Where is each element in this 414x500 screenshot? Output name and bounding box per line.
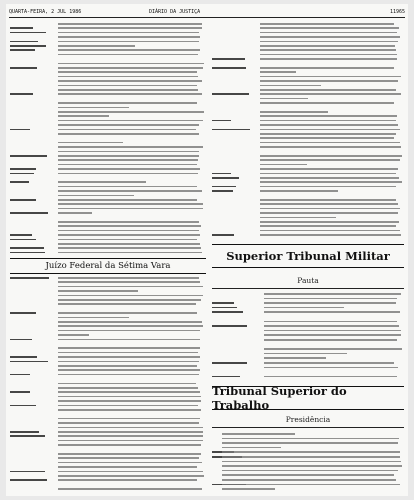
text-line — [58, 208, 203, 210]
text-line — [58, 107, 129, 109]
text-line-label — [212, 307, 237, 309]
text-line — [58, 173, 198, 175]
text-line-label — [10, 168, 36, 170]
text-line — [222, 461, 401, 463]
text-line — [58, 352, 198, 354]
text-line — [58, 45, 135, 47]
text-line — [264, 321, 397, 323]
text-line-label — [10, 93, 33, 95]
text-line — [58, 391, 200, 393]
text-line-label — [10, 234, 32, 236]
court-title-box — [10, 258, 206, 274]
text-line — [58, 168, 200, 170]
text-line — [58, 71, 197, 73]
text-line — [58, 383, 196, 385]
text-line — [260, 164, 307, 166]
text-line — [58, 203, 203, 205]
text-line — [260, 142, 400, 144]
text-line-label — [10, 356, 37, 358]
right-text-block-bottom — [212, 432, 404, 492]
text-line — [58, 67, 203, 69]
text-line — [222, 433, 295, 435]
text-line — [58, 281, 200, 283]
text-line-label — [10, 129, 30, 131]
text-line-label — [10, 479, 47, 481]
text-line — [58, 405, 198, 407]
text-line — [58, 159, 198, 161]
text-line — [58, 427, 203, 429]
text-line-label — [10, 391, 30, 393]
text-line — [264, 348, 402, 350]
document-page — [6, 4, 408, 496]
text-line — [260, 120, 396, 122]
text-line — [260, 146, 401, 148]
text-line — [58, 239, 197, 241]
text-line-label — [10, 32, 46, 34]
text-line — [260, 93, 401, 95]
text-line — [264, 311, 400, 313]
text-line — [58, 374, 199, 376]
text-line — [58, 356, 200, 358]
text-line — [58, 80, 202, 82]
text-line — [58, 321, 202, 323]
text-line — [260, 85, 321, 87]
text-line — [58, 317, 129, 319]
text-line — [58, 400, 201, 402]
text-line-label — [10, 312, 36, 314]
text-line — [58, 488, 202, 490]
stm-section-rule — [212, 288, 404, 289]
tst-section-rule — [212, 427, 404, 428]
text-line — [260, 217, 336, 219]
text-line — [260, 225, 396, 227]
header-date: QUARTA-FEIRA, 2 JUL 1986 — [9, 9, 82, 15]
text-line-label — [212, 177, 239, 179]
text-line — [58, 93, 202, 95]
text-line — [58, 195, 134, 197]
text-line — [222, 451, 400, 453]
text-line — [260, 115, 397, 117]
text-line — [260, 58, 397, 60]
text-line — [260, 137, 394, 139]
text-line-label — [10, 181, 29, 183]
stm-title-box — [212, 244, 404, 268]
text-line — [264, 330, 401, 332]
text-line — [260, 155, 402, 157]
text-line-label — [10, 45, 46, 47]
text-line — [58, 453, 201, 455]
text-line-label — [10, 67, 37, 69]
text-line — [58, 142, 123, 144]
text-line-label — [212, 129, 250, 131]
text-line — [58, 234, 200, 236]
text-line — [264, 307, 344, 309]
text-line — [260, 80, 398, 82]
text-line — [58, 312, 197, 314]
text-line — [58, 199, 197, 201]
text-line-label — [10, 471, 45, 473]
text-line — [260, 133, 396, 135]
text-line-label — [212, 58, 245, 60]
text-line — [58, 129, 196, 131]
text-line-label — [10, 277, 49, 279]
text-line — [260, 208, 400, 210]
text-line — [264, 367, 398, 369]
text-line-label — [212, 362, 247, 364]
text-line — [260, 173, 396, 175]
text-line — [58, 277, 199, 279]
text-line-label — [212, 120, 231, 122]
text-line — [264, 334, 401, 336]
text-line — [260, 76, 401, 78]
text-line-label — [10, 405, 36, 407]
text-line — [58, 295, 203, 297]
text-line — [58, 471, 203, 473]
text-line — [58, 252, 202, 254]
text-line — [58, 155, 199, 157]
text-line — [58, 299, 201, 301]
text-line-label — [212, 190, 233, 192]
text-line — [58, 303, 196, 305]
text-line-label — [212, 67, 246, 69]
text-line — [222, 447, 281, 449]
text-line — [58, 422, 199, 424]
page-header — [9, 7, 405, 18]
text-line — [58, 32, 199, 34]
text-line — [58, 76, 198, 78]
text-line — [58, 230, 199, 232]
text-line — [260, 212, 398, 214]
text-line — [58, 190, 202, 192]
text-line — [222, 442, 398, 444]
text-line — [222, 465, 402, 467]
text-line — [58, 85, 197, 87]
text-line — [58, 111, 204, 113]
text-line-label — [212, 376, 240, 378]
text-line — [264, 325, 399, 327]
header-publication-title: DIÁRIO DA JUSTIÇA — [149, 9, 201, 15]
text-line — [222, 479, 396, 481]
text-line — [58, 369, 200, 371]
text-line — [264, 376, 397, 378]
text-line — [58, 124, 199, 126]
text-line — [58, 330, 200, 332]
text-line-label — [10, 212, 48, 214]
text-line-label — [10, 27, 33, 29]
text-line — [260, 190, 338, 192]
text-line — [58, 49, 200, 51]
right-text-block-middle — [212, 292, 404, 382]
text-line — [260, 98, 308, 100]
text-line-label — [212, 311, 243, 313]
text-line — [58, 89, 198, 91]
text-line — [264, 357, 326, 359]
text-line — [58, 286, 203, 288]
text-line — [58, 365, 197, 367]
text-line — [58, 387, 198, 389]
left-column — [10, 22, 206, 492]
text-line — [58, 361, 199, 363]
text-line — [260, 159, 400, 161]
text-line — [58, 133, 199, 135]
text-line — [222, 474, 394, 476]
text-line — [58, 339, 200, 341]
text-line-label — [10, 49, 35, 51]
text-line-label — [10, 361, 48, 363]
text-line — [260, 221, 399, 223]
text-line — [260, 124, 398, 126]
text-line-label — [10, 431, 39, 433]
text-line — [260, 32, 397, 34]
text-line — [58, 440, 203, 442]
left-text-block-top — [10, 22, 206, 254]
text-line — [222, 470, 398, 472]
tst-section-title: Presidência — [285, 415, 331, 424]
text-line — [260, 199, 396, 201]
text-line-label — [10, 173, 34, 175]
text-line-label — [212, 325, 247, 327]
text-line — [222, 456, 400, 458]
text-line — [58, 334, 89, 336]
text-line — [58, 243, 200, 245]
text-line — [58, 23, 202, 25]
text-line — [58, 27, 202, 29]
text-line-label — [212, 93, 249, 95]
text-line-label — [212, 302, 234, 304]
tst-title: Tribunal Superior do Trabalho — [212, 384, 347, 412]
text-line — [264, 362, 394, 364]
text-line — [264, 339, 397, 341]
text-line — [58, 63, 204, 65]
stm-section-title: Pauta — [297, 276, 319, 285]
text-line — [58, 462, 202, 464]
right-text-block-top — [212, 22, 404, 238]
text-line — [58, 435, 203, 437]
text-line — [264, 298, 397, 300]
left-text-block-bottom — [10, 276, 206, 492]
text-line — [58, 151, 199, 153]
header-page-number: 11965 — [389, 9, 405, 15]
text-line — [222, 438, 399, 440]
text-line — [260, 41, 398, 43]
text-line-label — [10, 239, 36, 241]
text-line-label — [10, 339, 32, 341]
text-line — [58, 396, 201, 398]
text-line — [260, 177, 399, 179]
text-line — [58, 444, 201, 446]
text-line — [58, 225, 201, 227]
text-line — [260, 54, 397, 56]
text-line — [58, 431, 203, 433]
text-line — [58, 221, 199, 223]
text-line — [58, 247, 201, 249]
text-line — [260, 234, 401, 236]
text-line-label — [10, 435, 45, 437]
text-line-label — [10, 41, 38, 43]
right-column — [212, 22, 404, 492]
text-line — [260, 27, 399, 29]
text-line — [260, 181, 402, 183]
court-title: Juízo Federal da Sétima Vara — [45, 261, 171, 271]
text-line — [58, 290, 138, 292]
text-line — [58, 212, 92, 214]
text-line — [222, 484, 400, 486]
stm-title: Superior Tribunal Militar — [226, 249, 390, 263]
text-line-label — [10, 374, 30, 376]
text-line-label — [212, 186, 236, 188]
text-line — [260, 45, 395, 47]
text-line — [58, 457, 199, 459]
text-line — [260, 36, 400, 38]
text-line — [58, 479, 197, 481]
text-line — [260, 129, 400, 131]
text-line — [58, 146, 203, 148]
text-line — [260, 67, 394, 69]
text-line — [58, 418, 200, 420]
text-line — [260, 49, 396, 51]
text-line — [58, 181, 146, 183]
text-line-label — [212, 173, 231, 175]
tst-title-box — [212, 386, 404, 410]
text-line-label — [10, 247, 44, 249]
text-line — [58, 115, 109, 117]
text-line — [58, 475, 204, 477]
text-line-label — [10, 252, 45, 254]
text-line — [58, 102, 197, 104]
text-line — [58, 466, 197, 468]
text-line — [260, 186, 396, 188]
text-line — [264, 353, 347, 355]
text-line — [58, 347, 200, 349]
text-line — [58, 409, 201, 411]
text-line — [58, 54, 198, 56]
text-line — [260, 230, 400, 232]
text-line — [222, 488, 275, 490]
text-line — [58, 325, 203, 327]
text-line — [264, 293, 401, 295]
text-line — [260, 168, 398, 170]
text-line — [58, 164, 197, 166]
text-line — [260, 71, 296, 73]
text-line — [58, 120, 203, 122]
text-line — [264, 302, 396, 304]
text-line — [260, 23, 394, 25]
text-line — [260, 102, 394, 104]
text-line — [58, 41, 199, 43]
text-line-label — [10, 199, 36, 201]
text-line — [260, 89, 396, 91]
text-line-label — [212, 234, 234, 236]
text-line — [260, 111, 328, 113]
text-line — [58, 186, 197, 188]
text-line-label — [10, 155, 47, 157]
text-line — [260, 203, 398, 205]
text-line — [58, 36, 200, 38]
